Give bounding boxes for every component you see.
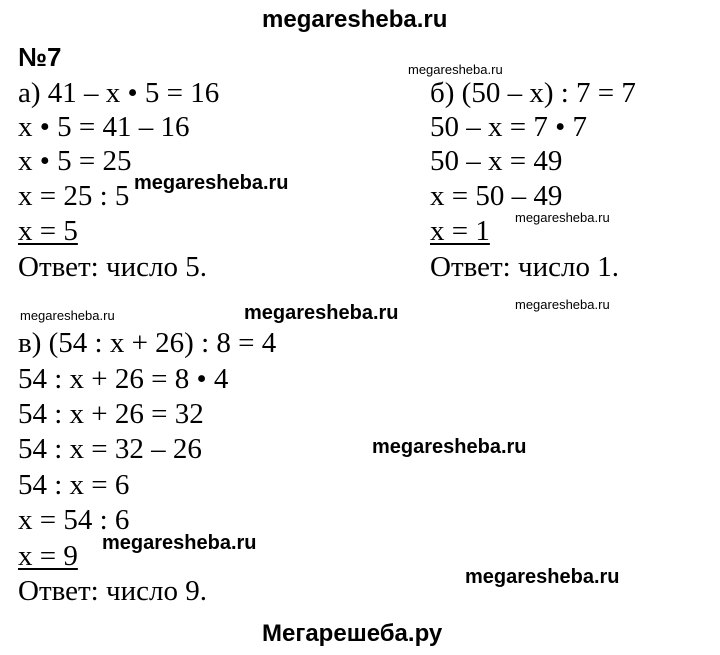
- part-v-answer: Ответ: число 9.: [18, 575, 207, 607]
- part-a-line-2: x • 5 = 41 – 16: [18, 111, 190, 143]
- part-a-line-4: x = 25 : 5: [18, 180, 130, 212]
- part-v-line-6: x = 54 : 6: [18, 504, 130, 536]
- watermark-bold: megaresheba.ru: [372, 436, 527, 458]
- watermark-bold: megaresheba.ru: [102, 532, 257, 554]
- watermark-bold: megaresheba.ru: [134, 172, 289, 194]
- watermark-small: megaresheba.ru: [515, 210, 610, 225]
- watermark-small: megaresheba.ru: [515, 297, 610, 312]
- part-a-line-1: а) 41 – x • 5 = 16: [18, 77, 220, 109]
- part-v-line-1: в) (54 : x + 26) : 8 = 4: [18, 327, 277, 359]
- problem-number: №7: [18, 42, 62, 72]
- site-footer: Мегарешеба.ру: [262, 620, 443, 647]
- part-v-line-5: 54 : x = 6: [18, 469, 130, 501]
- site-header: megaresheba.ru: [262, 6, 448, 33]
- part-b-line-1: б) (50 – x) : 7 = 7: [430, 77, 636, 109]
- part-v-line-4: 54 : x = 32 – 26: [18, 433, 202, 465]
- part-b-line-2: 50 – x = 7 • 7: [430, 111, 588, 143]
- part-b-line-4: x = 50 – 49: [430, 180, 563, 212]
- watermark-bold: megaresheba.ru: [244, 302, 399, 324]
- part-b-answer: Ответ: число 1.: [430, 251, 619, 283]
- part-a-line-3: x • 5 = 25: [18, 145, 132, 177]
- part-a-result: x = 5: [18, 215, 78, 247]
- part-a-answer: Ответ: число 5.: [18, 251, 207, 283]
- part-v-line-2: 54 : x + 26 = 8 • 4: [18, 363, 229, 395]
- part-b-result: x = 1: [430, 215, 490, 247]
- part-b-line-3: 50 – x = 49: [430, 145, 563, 177]
- watermark-small: megaresheba.ru: [20, 308, 115, 323]
- part-v-line-3: 54 : x + 26 = 32: [18, 398, 204, 430]
- part-v-result: x = 9: [18, 540, 78, 572]
- watermark-small: megaresheba.ru: [408, 62, 503, 77]
- watermark-bold: megaresheba.ru: [465, 566, 620, 588]
